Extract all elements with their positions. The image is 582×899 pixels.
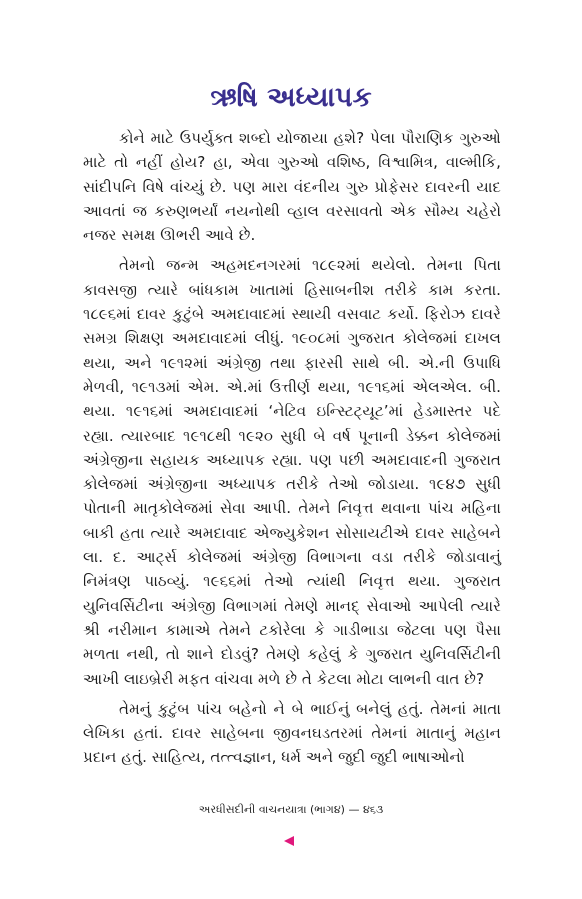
article-body [83, 126, 501, 776]
page-title: ઋષિ અધ્યાપક [210, 82, 372, 113]
paragraph-1: કોને માટે ઉપર્યુક્ત શબ્દો યોજાયા હશે? પેલા પૌરાણિક ગુરુઓ માટે તો નહીં હોય? હા, એવા ગુરુઓ વશિષ્ઠ, વિશ્વામિત્ર, વાલ્મીકિ, સાંદીપનિ વિષે વાંચ્યું છે. પણ મારા વંદનીય ગુરુ પ્રોફેસર દાવરની યાદ આવતાં જ કરુણભર્યાં નયનોથી વ્હાલ વરસાવતો એક સૌમ્ય ચહેરો નજર સમક્ષ ઊભરી આવે છે. [83, 129, 501, 245]
previous-page-arrow-icon[interactable] [284, 836, 294, 846]
page-footer: અરધીસદીની વાચનયાત્રા (ભાગ૪) — ૪૬૩ [198, 803, 384, 816]
paragraph-2: તેમનો જન્મ અહમદનગરમાં ૧૮૯૨માં થયેલો. તેમના પિતા કાવસજી ત્યારે બાંધકામ ખાતામાં હિસાબનીશ તરીકે કામ કરતા. ૧૮૯૬માં દાવર કુટુંબે અમદાવાદમાં સ્થાયી વસવાટ કર્યો. ફિરોઝ દાવરે સમગ્ર શિક્ષણ અમદાવાદમાં લીધું. ૧૯૦૮માં ગુજરાત કોલેજમાં દાખલ થયા, અને ૧૯૧૨માં અંગ્રેજી તથા ફારસી સાથે બી. એ.ની ઉપાધિ મેળવી, ૧૯૧૩માં એમ. એ.માં ઉત્તીર્ણ થયા, ૧૯૧૬માં એલએલ. બી. થયા. ૧૯૧૬માં અમદાવાદમાં ‘નેટિવ ઇન્સ્ટિટ્યૂટ’માં હેડમાસ્તર પદે રહ્યા. ત્યારબાદ ૧૯૧૮થી ૧૯૨૦ સુધી બે વર્ષ પૂનાની ડેક્કન કોલેજમાં અંગ્રેજીના સહાયક અધ્યાપક રહ્યા. પણ પછી અમદાવાદની ગુજરાત કોલેજમાં અંગ્રેજીના અધ્યાપક તરીકે તેઓ જોડાયા. ૧૯૪૭ સુધી પોતાની માતૃકોલેજમાં સેવા આપી. તેમને નિવૃત્ત થવાના પાંચ મહિના બાકી હતા ત્યારે અમદાવાદ એજ્યુકેશન સોસાયટીએ દાવર સાહેબને લા. દ. આર્ટ્સ કોલેજમાં અંગ્રેજી વિભાગના વડા તરીકે જોડાવાનું નિમંત્રણ પાઠવ્યું. ૧૯૬૬માં તેઓ ત્યાંથી નિવૃત્ત થયા. ગુજરાત યુનિવર્સિટીના અંગ્રેજી વિભાગમાં તેમણે માનદ્ સેવાઓ આપેલી ત્યારે શ્રી નરીમાન કામાએ તેમને ટકોરેલા કે ગાડીભાડા જેટલા પણ પૈસા મળતા નથી, તો શાને દોડવું? તેમણે કહેલું કે ગુજરાત યુનિવર્સિટીની આખી લાઇબ્રેરી મફત વાંચવા મળે છે તે કેટલા મોટા લાભની વાત છે? [83, 256, 501, 688]
paragraph-3: તેમનું કુટુંબ પાંચ બહેનો ને બે ભાઈનું બનેલું હતું. તેમનાં માતા લેખિકા હતાં. દાવર સાહેબના જીવનઘડતરમાં તેમનાં માતાનું મહાન પ્રદાન હતું. સાહિત્ય, તત્ત્વજ્ઞાન, ધર્મ અને જુદી જુદી ભાષાઓનો [83, 699, 501, 767]
